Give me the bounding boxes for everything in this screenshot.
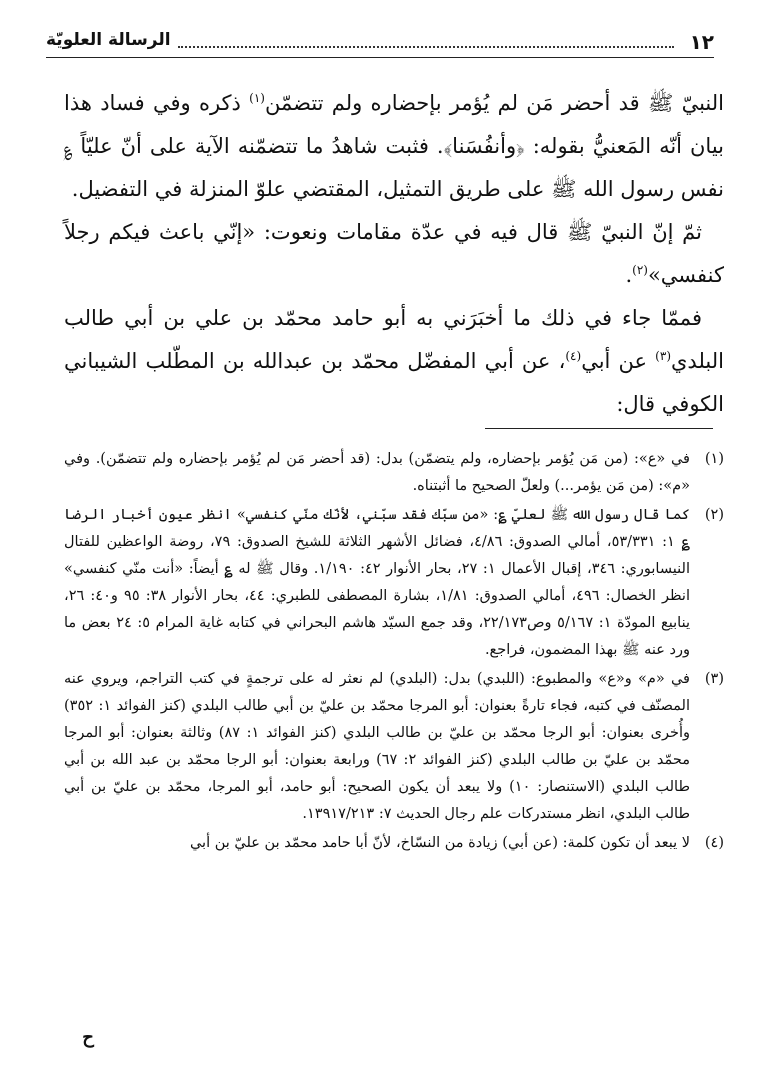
paragraph-2-text-a: ثمّ إنّ النبيّ ﷺ قال فيه في عدّة مقامات ونعوت: «إنّي باعث فيكم رجلاً كنفسي» <box>64 220 724 287</box>
footnote-3 <box>64 666 724 828</box>
paragraph-3-text-c: ، عن أبي المفضّل محمّد بن عبدالله بن المطّلب الشيباني الكوفي قال: <box>64 349 724 416</box>
paragraph-3-text-b: عن أبي <box>581 349 656 373</box>
paragraph-2-text-b: . <box>625 263 633 287</box>
footnote-text: كما قال رسول الله ﷺ لعليّ ؏: «من سبّك فقد سبّني، لأنّك منّي كنفسي» انظر عيون أخبار الرضا ؏ ١: ٥٣/٣٣١، أمالي الصدوق: ٤/٨٦، فضائل الأشهر الثلاثة للشيخ الصدوق: ٧٩، روضة الواعظين للفتال النيسابوري: ٣٤٦، إقبال الأعمال ١: ٢٧، بحار الأنوار ٤٢: ١/١٩٠. وقال ﷺ له ؏ أيضاً: «أنت منّي كنفسي» انظر الخصال: ٤٩٦، أمالي الصدوق: ١/٨١، بشارة المصطفى للطبري: ٤٤، بحار الأنوار ٣٨: ٩٥ و٤٠: ٢٦، ينابيع المودّة ١: ٥/١٦٧ وص٢٢/١٧٣، وقد جمع السيّد هاشم البحراني في كتابه غاية المرام ٥: ٢٤ بعض ما ورد عنه ﷺ بهذا المضمون، فراجع. <box>64 507 691 658</box>
footnote-text: في «ع»: (من مَن يُؤمر بإحضاره، ولم يتضمّن) بدل: (قد أحضر مَن لم يُؤمر بإحضاره ولم تتضمّن). وفي «م»: (من مَن يؤمر...) ولعلّ الصحيح ما أثبتناه. <box>64 451 690 494</box>
footnote-ref-3: (٣) <box>655 349 671 363</box>
paragraph-1-text-b: ذكره وفي فساد هذا بيان أنّه المَعنيُّ بقوله: ﴿وأنفُسَنا﴾. فثبت شاهدُ ما تتضمّنه الآية على أنّ عليّاً ؏ نفس رسول الله ﷺ على طريق التمثيل، المقتضي علوّ المنزلة في التفضيل. <box>64 91 724 201</box>
footnote-ref-1: (١) <box>249 91 265 105</box>
footnote-text: لا يبعد أن تكون كلمة: (عن أبي) زيادة من النسّاخ، لأنّ أبا حامد محمّد بن عليّ بن أبي <box>189 835 690 851</box>
paragraph-3 <box>64 297 724 426</box>
footnote-ref-2: (٢) <box>632 263 648 277</box>
footnote-1 <box>64 446 724 500</box>
footnotes <box>64 446 724 859</box>
footnote-number: (٤) <box>704 835 724 851</box>
main-text <box>64 82 724 426</box>
footnote-separator <box>485 428 713 429</box>
paragraph-3-text-a: فممّا جاء في ذلك ما أخبَرَني به أبو حامد محمّد بن علي بن أبي طالب البلدي <box>64 306 724 373</box>
footnote-2 <box>64 502 724 664</box>
footnote-ref-4: (٤) <box>565 349 582 363</box>
footnote-text: في «م» و«ع» والمطبوع: (اللبدي) بدل: (البلدي) لم نعثر له على ترجمةٍ في كتب التراجم، ويروي عنه المصنّف في كتبه، فجاء تارةً بعنوان: أبو المرجا محمّد بن عليّ بن أبي طالب البلدي (كنز الفوائد ١: ٣٥٢) وأُخرى بعنوان: أبو الرجا محمّد بن عليّ بن طالب البلدي (كنز الفوائد ١: ٨٧) وثالثة بعنوان: أبو المرجا محمّد بن عليّ بن طالب البلدي (كنز الفوائد ٢: ٦٧) ورابعة بعنوان: أبو الرجا محمّد بن عبد الله بن أبي طالب البلدي (الاستنصار: ١٠) ولا يبعد أن يكون الصحيح: أبو حامد، أبو المرجا، محمّد بن عليّ بن أبي طالب البلدي، انظر مستدركات علم رجال الحديث ٧: ١٣٩١٧/٢١٣. <box>64 671 691 822</box>
footnote-number: (١) <box>704 451 724 467</box>
page-number: ١٢ <box>689 30 714 54</box>
footnote-4 <box>64 830 724 857</box>
footnote-number: (٢) <box>704 507 724 523</box>
running-title: الرسالة العلويّة <box>46 30 171 50</box>
paragraph-1-text-a: النبيّ ﷺ قد أحضر مَن لم يُؤمر بإحضاره ولم تتضمّن <box>264 91 724 115</box>
continuation-mark: ح <box>82 1027 94 1048</box>
paragraph-2 <box>64 211 724 297</box>
page-header <box>46 26 714 58</box>
header-rule <box>46 57 714 58</box>
header-dot-leader <box>178 46 674 48</box>
paragraph-1 <box>64 82 724 211</box>
footnote-number: (٣) <box>704 671 724 687</box>
